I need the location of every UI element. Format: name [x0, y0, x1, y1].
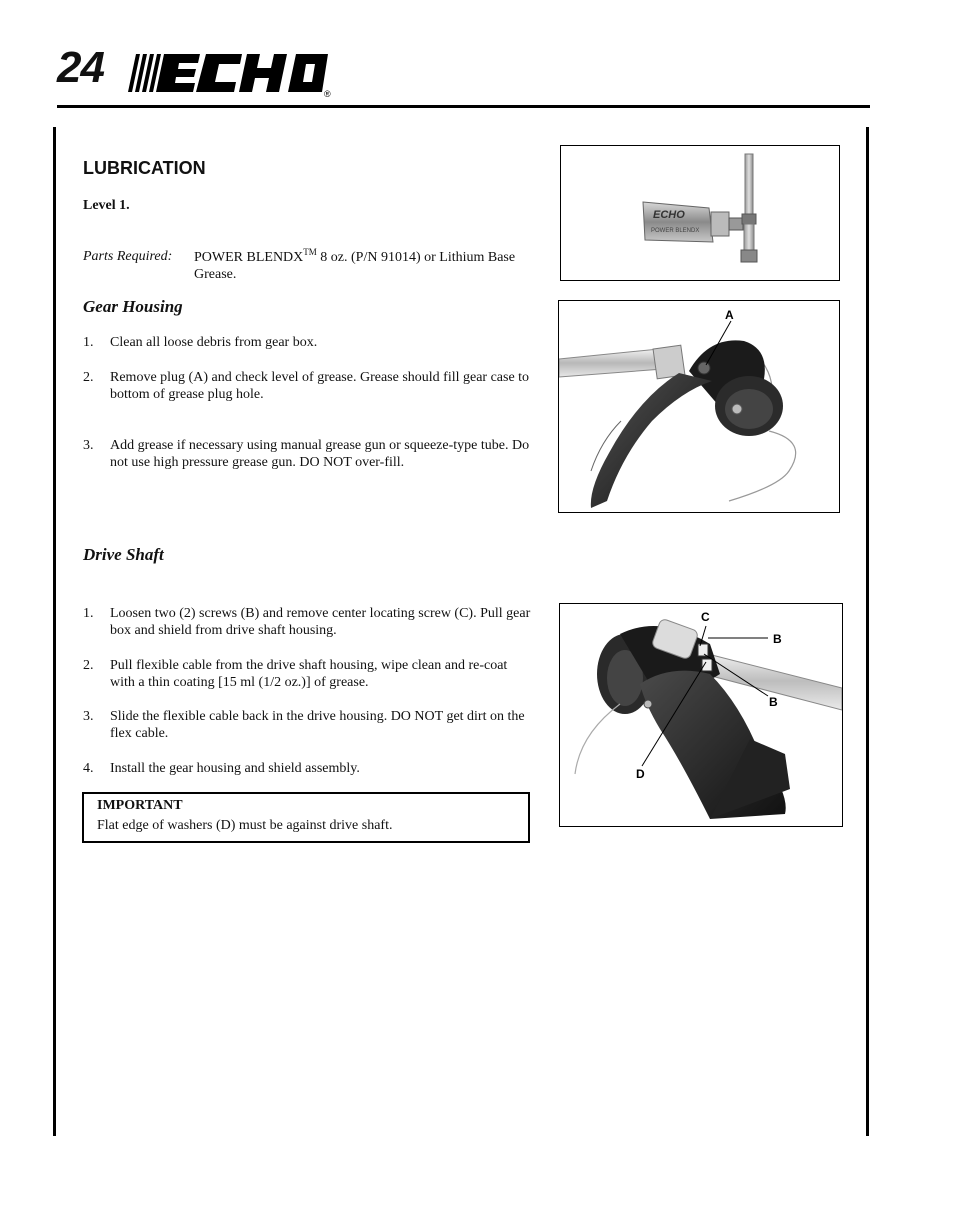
drive-shaft-heading: Drive Shaft [83, 545, 164, 564]
gear-housing-figure [558, 300, 840, 513]
parts-required-label: Parts Required: [83, 249, 173, 264]
gear-housing-heading: Gear Housing [83, 297, 183, 316]
section-title: LUBRICATION [83, 158, 206, 178]
grease-tube-figure [560, 145, 840, 281]
echo-logo [124, 48, 336, 98]
page-number: 24 [57, 43, 104, 92]
drive-shaft-figure [559, 603, 843, 827]
important-text: Flat edge of washers (D) must be against drive shaft. [97, 818, 393, 833]
callout-d: D [636, 767, 645, 781]
gear-housing-steps: 1. Clean all loose debris from gear box. 2. Remove plug (A) and check level of grease. Grease should fill gear case to bottom of grease plug hole. 3. Add grease if necessary using manual grease gun or squeeze-type tube. Do not use high pressure grease gun. DO NOT over-fill. [83, 335, 530, 470]
parts-required-text: POWER BLENDX™ 8 oz. (P/N 91014) or Lithium Base Grease. [194, 247, 516, 282]
left-margin-rule [53, 127, 56, 1136]
right-margin-rule [866, 127, 869, 1136]
important-notice [82, 792, 530, 843]
level-label: Level 1. [83, 198, 130, 213]
callout-b-lower: B [769, 695, 778, 709]
registered-mark: ® [324, 89, 331, 98]
drive-shaft-steps: 1. Loosen two (2) screws (B) and remove center locating screw (C). Pull gear box and shield from drive shaft housing. 2. Pull flexible cable from the drive shaft housing, wipe clean and re-coat with a thin coating [15 ml (1/2 oz.)] of grease. 3. Slide the flexible cable back in the drive housing. DO NOT get dirt on the flex cable. 4. Install the gear housing and shield assembly. [83, 606, 531, 776]
callout-a: A [725, 308, 734, 322]
callout-b-upper: B [773, 632, 782, 646]
header-rule [57, 105, 870, 108]
tube-brand-text: ECHO [653, 209, 685, 221]
tube-product-text: POWER BLENDX [651, 228, 700, 234]
important-title: IMPORTANT [97, 798, 183, 813]
callout-c: C [701, 610, 710, 624]
